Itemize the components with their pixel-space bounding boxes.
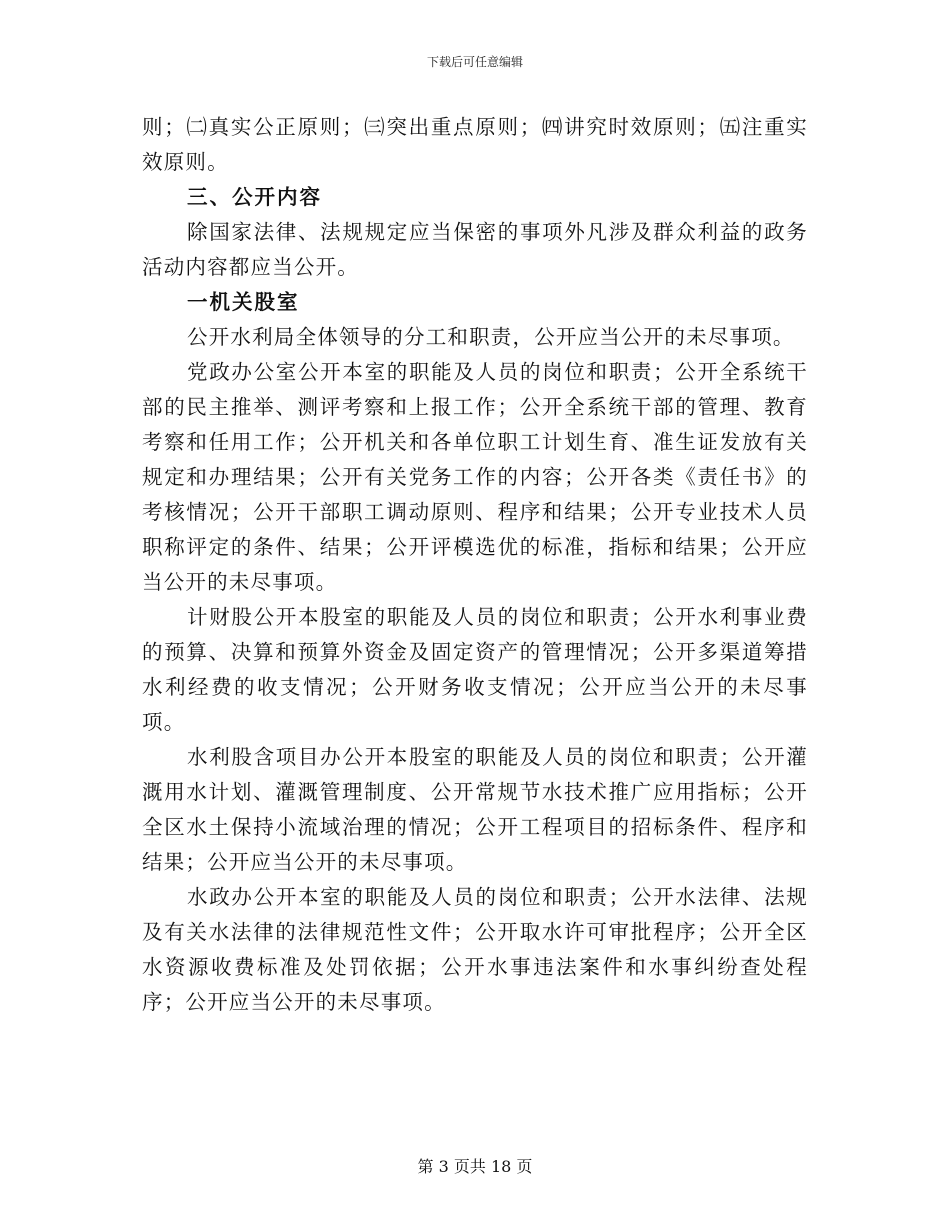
paragraph-finance-section: 计财股公开本股室的职能及人员的岗位和职责；公开水利事业费的预算、决算和预算外资金及固定资产的管理情况；公开多渠道筹措水利经费的收支情况；公开财务收支情况；公开应当公开的未尽事项。 bbox=[142, 605, 808, 734]
paragraph-disclosure-scope: 除国家法律、法规规定应当保密的事项外凡涉及群众利益的政务活动内容都应当公开。 bbox=[142, 220, 808, 279]
paragraph-party-office: 党政办公室公开本室的职能及人员的岗位和职责；公开全系统干部的民主推举、测评考察和上报工作；公开全系统干部的管理、教育考察和任用工作；公开机关和各单位职工计划生育、准生证发放有关规定和办理结果；公开有关党务工作的内容；公开各类《责任书》的考核情况；公开干部职工调动原则、程序和结果；公开专业技术人员职称评定的条件、结果；公开评模选优的标准，指标和结果；公开应当公开的未尽事项。 bbox=[142, 360, 808, 594]
section-heading-disclosure-content: 三、公开内容 bbox=[187, 185, 322, 209]
paragraph-principles-continued: 则；㈡真实公正原则；㈢突出重点原则；㈣讲究时效原则；㈤注重实效原则。 bbox=[142, 115, 808, 174]
page-number: 第 3 页共 18 页 bbox=[417, 1157, 533, 1176]
subsection-heading-departments: 一机关股室 bbox=[187, 290, 300, 314]
page-header: 下载后可任意编辑 bbox=[426, 55, 523, 69]
paragraph-water-section: 水利股含项目办公开本股室的职能及人员的岗位和职责；公开灌溉用水计划、灌溉管理制度、公开常规节水技术推广应用指标；公开全区水土保持小流域治理的情况；公开工程项目的招标条件、程序和结果；公开应当公开的未尽事项。 bbox=[142, 745, 808, 874]
paragraph-leadership: 公开水利局全体领导的分工和职责，公开应当公开的未尽事项。 bbox=[187, 325, 795, 349]
paragraph-water-administration: 水政办公开本室的职能及人员的岗位和职责；公开水法律、法规及有关水法律的法律规范性文件；公开取水许可审批程序；公开全区水资源收费标准及处罚依据；公开水事违法案件和水事纠纷查处程序；公开应当公开的未尽事项。 bbox=[142, 885, 808, 1014]
document-body bbox=[142, 110, 808, 1020]
